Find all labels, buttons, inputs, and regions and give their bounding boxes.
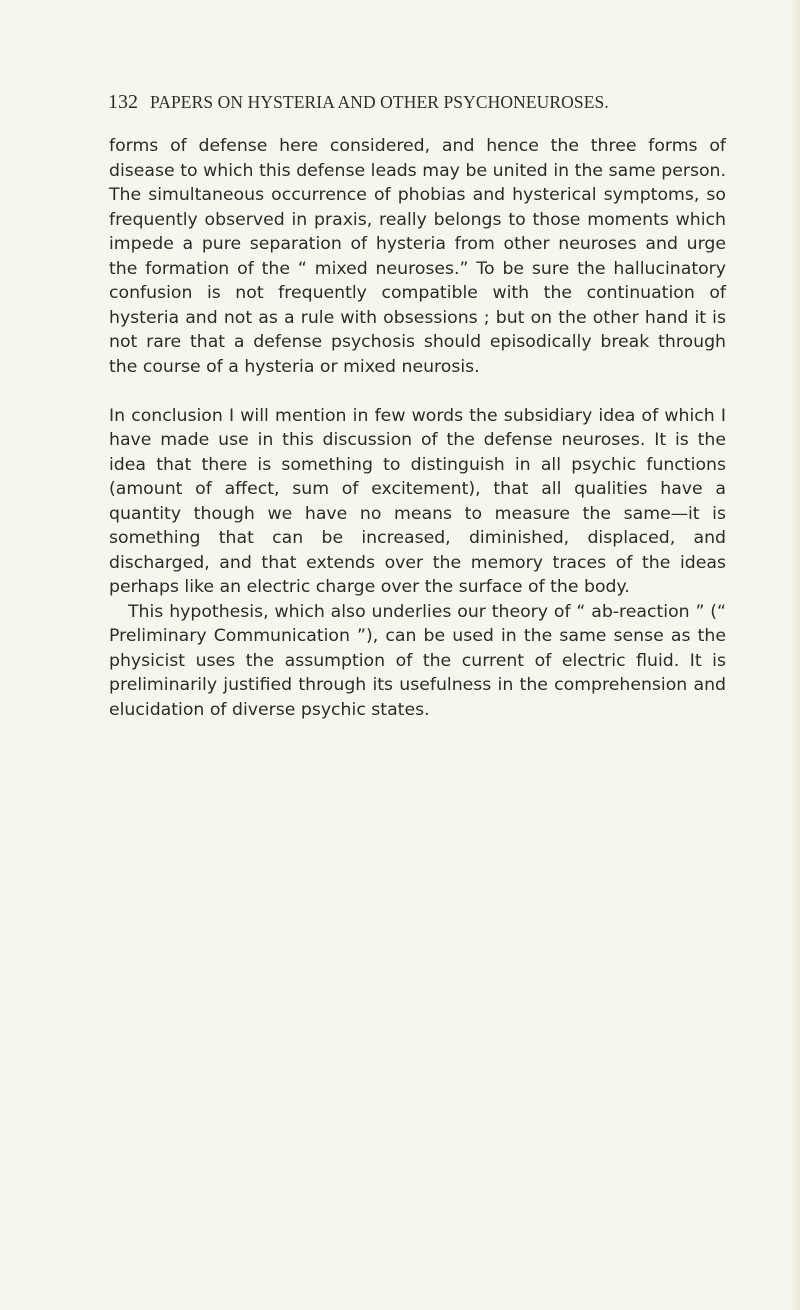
page-number: 132 [108,91,138,113]
paragraph-conclusion: In conclusion I will mention in few words the subsidiary idea of which I have made use in this discussion of the defense neuroses. It is the idea that there is something to distinguish in all psychic functions (amount of affect, sum of excitement), that all qualities have a quantity though we have no means to measure the same—it is something that can be increased, diminished, displaced, and discharged, and that extends over the memory traces of the ideas perhaps like an electric charge over the surface of the body. [109,405,726,597]
paragraph-hypothesis: This hypothesis, which also underlies our theory of “ ab-reaction ” (“ Preliminary Communication ”), can be used in the same sense as the physicist uses the assumption of the current of electric fluid. It is preliminarily justified through its usefulness in the comprehension and elucidation of diverse psychic states. [109,601,726,720]
running-head-title: PAPERS ON HYSTERIA AND OTHER PSYCHONEUROSES. [150,92,609,112]
body-text [109,134,726,722]
paragraph-continuation: forms of defense here considered, and hence the three forms of disease to which this defense leads may be united in the same person. The simultaneous occurrence of phobias and hysterical symptoms, so frequently observed in praxis, really belongs to those moments which impede a pure separation of hysteria from other neuroses and urge the formation of the “ mixed neuroses.” To be sure the hallucinatory confusion is not frequently compatible with the continuation of hysteria and not as a rule with obsessions ; but on the other hand it is not rare that a defense psychosis should episodically break through the course of a hysteria or mixed neurosis. [109,136,726,377]
page-edge-shadow [790,0,800,1310]
running-head [108,91,708,115]
